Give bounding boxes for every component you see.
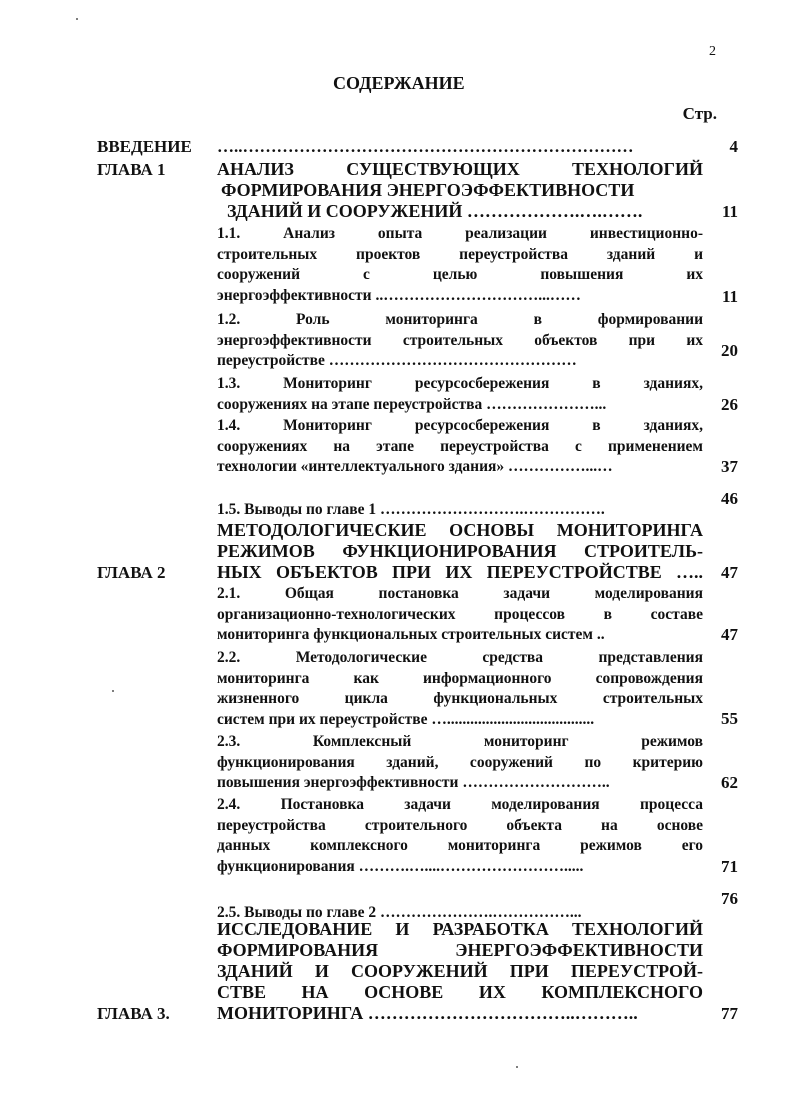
chapter-2-title-line: МЕТОДОЛОГИЧЕСКИЕ ОСНОВЫ МОНИТОРИНГА [217, 520, 703, 540]
chapter-2-label: ГЛАВА 2 [97, 563, 166, 582]
chapter-1-label: ГЛАВА 1 [97, 160, 166, 179]
section-2-2-page: 55 [721, 709, 738, 728]
section-1-2-page: 20 [721, 341, 738, 360]
scan-speck [112, 690, 114, 692]
section-2-2: 2.2. Методологические средства представления мониторинга как информационного сопровождения жизненного цикла функциональных строительных систем при их переустройстве …...................................... [217, 649, 703, 728]
section-1-4: 1.4. Мониторинг ресурсосбережения в зданиях, сооружениях на этапе переустройства с применением технологии «интеллектуального здания» ……………...… [217, 417, 703, 475]
chapter-3-page: 77 [721, 1004, 738, 1023]
chapter-3-title-line: ИССЛЕДОВАНИЕ И РАЗРАБОТКА ТЕХНОЛОГИЙ [217, 919, 703, 939]
section-2-4: 2.4. Постановка задачи моделирования процесса переустройства строительного объекта на основе данных комплексного мониторинга режимов его функционирования ……….…....……………………..... [217, 796, 703, 875]
section-2-1-page: 47 [721, 625, 738, 644]
section-2-3: 2.3. Комплексный мониторинг режимов функционирования зданий, сооружений по критерию повышения энергоэффективности ……………………….. [217, 733, 703, 791]
section-1-3: 1.3. Мониторинг ресурсосбережения в зданиях, сооружениях на этапе переустройства …………………... [217, 375, 703, 413]
intro-label: ВВЕДЕНИЕ [97, 137, 192, 156]
chapter-2-title [217, 520, 703, 583]
intro-dots: …..…………………………………………………………… [217, 137, 634, 156]
chapter-1-title-line: АНАЛИЗ СУЩЕСТВУЮЩИХ ТЕХНОЛОГИЙ [217, 159, 703, 179]
chapter-3-title [217, 919, 703, 1024]
toc-title: СОДЕРЖАНИЕ [333, 73, 465, 93]
chapter-1-title-line: ФОРМИРОВАНИЯ ЭНЕРГОЭФФЕКТИВНОСТИ [221, 180, 635, 200]
section-2-1: 2.1. Общая постановка задачи моделирования организационно-технологических процессов в составе мониторинга функциональных строительных систем .. [217, 585, 703, 643]
chapter-1-page: 11 [721, 202, 738, 221]
scan-speck [516, 1066, 518, 1068]
chapter-2-title-line: НЫХ ОБЪЕКТОВ ПРИ ИХ ПЕРЕУСТРОЙСТВЕ ….. [217, 562, 703, 582]
chapter-3-title-line: ФОРМИРОВАНИЯ ЭНЕРГОЭФФЕКТИВНОСТИ [217, 940, 703, 960]
chapter-1-title [217, 159, 703, 222]
chapter-1-title-line: ЗДАНИЙ И СООРУЖЕНИЙ ……………….….……. [227, 201, 643, 221]
scan-speck [76, 18, 78, 20]
chapter-3-title-line: МОНИТОРИНГА ……………………………..……….. [217, 1003, 638, 1023]
section-1-4-page: 37 [721, 457, 738, 476]
section-2-5: 2.5. Выводы по главе 2 ………………….……………... [217, 904, 582, 921]
section-2-3-page: 62 [721, 773, 738, 792]
section-1-1: 1.1. Анализ опыта реализации инвестиционно- строительных проектов переустройства зданий и сооружений с целью повышения их энергоэффективности ..…………………………...…… [217, 225, 703, 304]
section-1-3-page: 26 [721, 395, 738, 414]
section-1-5-page: 46 [721, 489, 738, 508]
section-1-1-page: 11 [721, 287, 738, 306]
chapter-2-title-line: РЕЖИМОВ ФУНКЦИОНИРОВАНИЯ СТРОИТЕЛЬ- [217, 541, 703, 561]
section-2-4-page: 71 [721, 857, 738, 876]
section-2-5-page: 76 [721, 889, 738, 908]
section-1-2: 1.2. Роль мониторинга в формировании энергоэффективности строительных объектов при их переустройстве ………………………………………… [217, 311, 703, 369]
chapter-3-title-line: ЗДАНИЙ И СООРУЖЕНИЙ ПРИ ПЕРЕУСТРОЙ- [217, 961, 703, 981]
chapter-3-label: ГЛАВА 3. [97, 1004, 170, 1023]
page-number: 2 [709, 44, 716, 59]
chapter-2-page: 47 [721, 563, 738, 582]
pages-column-header: Стр. [682, 104, 717, 123]
section-1-5: 1.5. Выводы по главе 1 ……………………….……………. [217, 501, 605, 518]
intro-page: 4 [729, 137, 738, 156]
chapter-3-title-line: СТВЕ НА ОСНОВЕ ИХ КОМПЛЕКСНОГО [217, 982, 703, 1002]
